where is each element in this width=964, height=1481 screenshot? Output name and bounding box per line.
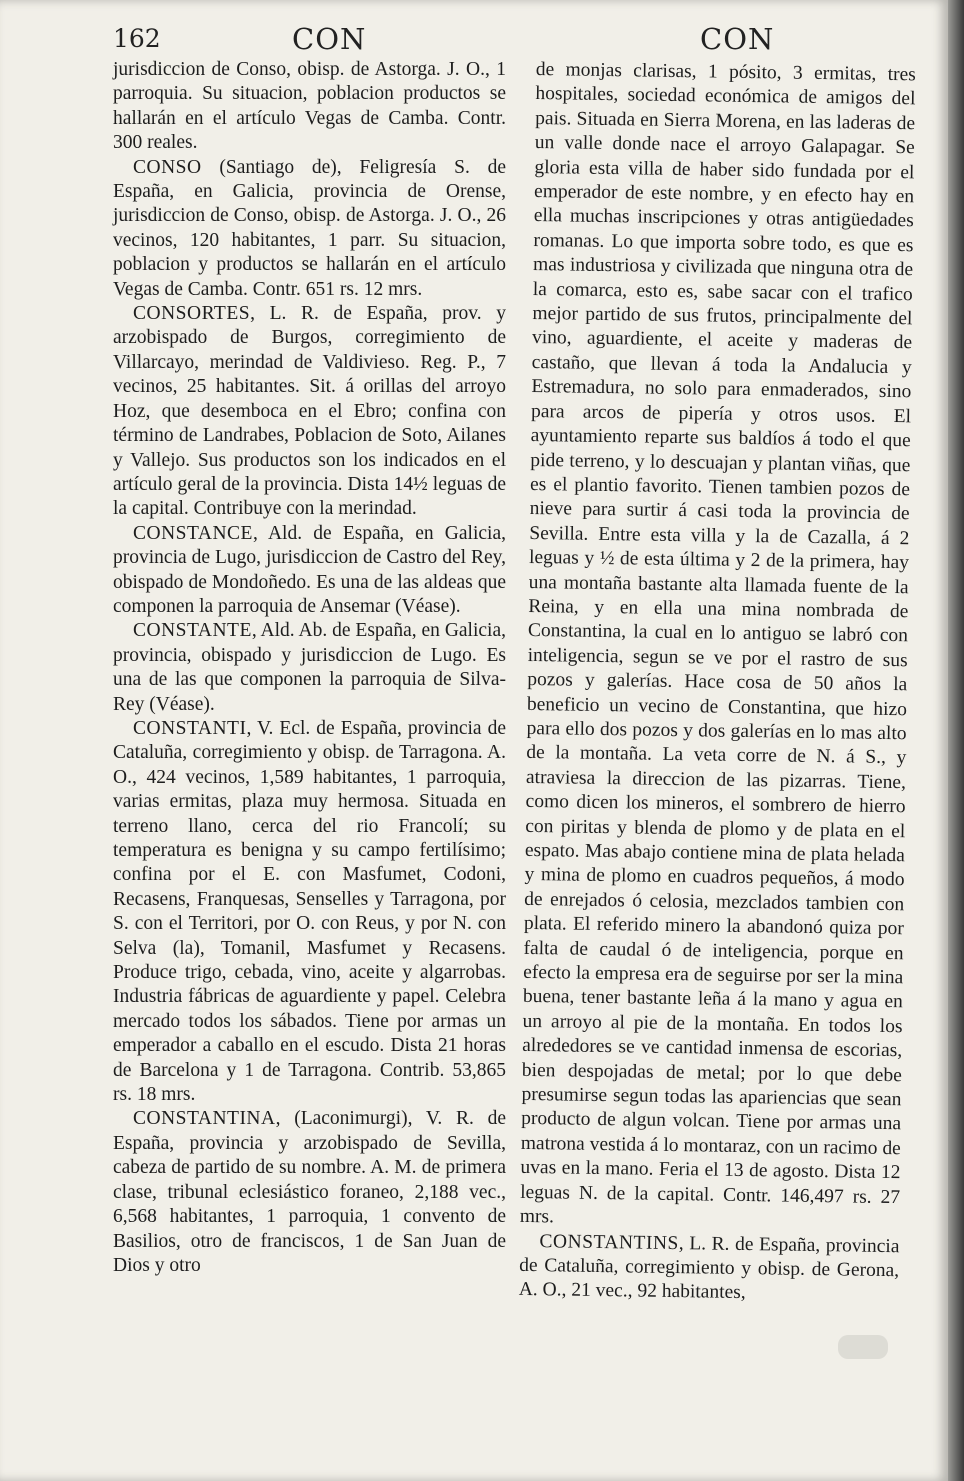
page-number: 162 xyxy=(113,24,161,53)
entry-continuation xyxy=(520,58,916,1235)
dictionary-entry xyxy=(113,717,506,1108)
dictionary-entry xyxy=(113,302,506,522)
entry-text: , (Laconimurgi), V. R. de España, provincia y arzobispado de Sevilla, cabeza de partido de su nombre. A. M. de primera clase, tribunal eclesiástico foraneo, 2,188 vec., 6,568 habitantes, 1 parroquia, 1 convento de Basilios, otro de franciscos, 1 de San Juan de Dios y otro xyxy=(113,1108,506,1276)
entry-text: , Ald. Ab. de España, en Galicia, provincia, obispado y jurisdiccion de Lugo. Es una de las que componen la parroquia de Silva-Rey (Véase). xyxy=(113,620,506,715)
entry-text: de monjas clarisas, 1 pósito, 3 ermitas, tres hospitales, sociedad económica de amigos del pais. Situada en Sierra Morena, en las laderas de un valle donde nace el arroyo Galapagar. Se gloria esta villa de haber sido fundada por el emperador de este nombre, y en efecto hay en ella muchas inscripciones y otras antigüedades romanas. Lo que importa sobre todo, es que es mas industriosa y civilizada que ninguna otra de la comarca, esto es, sabe sacar con el trafico mejor partido de sus frutos, principalmente del vino, aguardiente, el aceite y maderas de castaño, que llevan á toda la Andalucia y Estremadura, no solo para enmaderados, sino para arcos de pipería y otros usos. El ayuntamiento reparte sus baldíos á todo el que pide terreno, y lo descuajan y plantan viñas, que es el plantio favorito. Tienen tambien pozos de nieve para surtir á casi toda la provincia de Sevilla. Entre esta villa y la de Cazalla, á 2 leguas y ½ de esta última y 2 de la primera, hay una montaña bastante alta llamada fuente de la Reina, y en ella una mina nombrada de Constantina, la cual en lo antiguo se labró con inteligencia, segun se ve por el rastro de sus pozos y galerías. Hace cosa de 50 años la beneficio un vecino de Constantina, que hizo para ello dos pozos y dos galerías en lo mas alto de la montaña. La veta corre de N. á S., y atraviesa la direccion de las pizarras. Tiene, como dicen los mineros, el sombrero de hierro con piritas y blenda de plomo y de plata en el espato. Mas abajo contiene mina de plata helada y mina de plomo en cuadros pequeños, á modo de enrejados ó celosia, mezclados tambien con plata. El referido minero la abandonó quiza por falta de caudal ó de inteligencia, porque en efecto la empresa era de seguirse por ser la mina buena, tener bastante leña á la mano y agua en un arroyo al pie de la montaña. En todos los alrededores se ve cantidad inmensa de escorias, bien despojadas de metal; por lo que debe presumirse segun todas las apariencias que sean producto de algun volcan. Tiene por armas una matrona vestida á lo montaraz, con un racimo de uvas en la mano. Feria el 13 de agosto. Dista 12 leguas N. de la capital. Contr. 146,497 rs. 27 mrs. xyxy=(519,58,916,1228)
entry-continuation xyxy=(113,58,506,156)
entry-text: (Santiago de), Feligresía S. de España, en Galicia, provincia de Orense, jurisdiccion de Conso, obisp. de Astorga. J. O., 26 vecinos, 120 habitantes, 1 parr. Su situacion, poblacion y productos se hallarán en el artículo Vegas de Camba. Contr. 651 rs. 12 mrs. xyxy=(113,156,506,300)
page-header xyxy=(0,22,948,58)
page-edge-shadow xyxy=(948,0,964,1481)
entry-text: , L. R. de España, provincia de Cataluña, corregimiento y obisp. de Gerona, A. O., 21 vec., 92 habitantes, xyxy=(518,1232,900,1304)
dictionary-entry xyxy=(113,1107,506,1278)
entry-text: , Ald. de España, en Galicia, provincia de Lugo, jurisdiccion de Castro del Rey, obispado de Mondoñedo. Es una de las aldeas que componen la parroquia de Ansemar (Véase). xyxy=(113,522,506,617)
entry-text: jurisdiccion de Conso, obisp. de Astorga. J. O., 1 parroquia. Su situacion, poblacion productos se hallarán en el artículo Vegas de Camba. Contr. 300 reales. xyxy=(113,59,506,154)
running-head-left: CON xyxy=(292,22,367,56)
entry-text: , V. Ecl. de España, provincia de Cataluña, corregimiento y obisp. de Tarragona. A. O., 424 vecinos, 1,589 habitantes, 1 parroquia, varias ermitas, plaza muy hermosa. Situada en terreno llano, cerca del rio Francolí; su temperatura es benigna y su campo fertilísimo; confina por el E. con Masfumet, Codoni, Recasens, Franquesas, Senselles y Tarragona, por S. con el Territori, por O. con Reus, y por N. con Selva (la), Tomanil, Masfumet y Recasens. Produce trigo, cebada, vino, aceite y algarrobas. Industria fábricas de aguardiente y papel. Celebra mercado todos los sábados. Tiene por armas un emperador a caballo en el escudo. Dista 21 horas de Barcelona y 1 de Tarragona. Contrib. 53,865 rs. 18 mrs. xyxy=(113,717,506,1106)
paper-stain xyxy=(838,1335,888,1359)
entry-text: , L. R. de España, prov. y arzobispado de Burgos, corregimiento de Villarcayo, merindad de Valdivieso. Reg. P., 7 vecinos, 25 habitantes. Sit. á orillas del arroyo Hoz, que desemboca en el Ebro; confina con término de Landrabes, Poblacion de Soto, Ailanes y Vallejo. Sus productos son los indicados en el artículo geral de la provincia. Dista 14½ leguas de la capital. Contribuye con la merindad. xyxy=(113,303,506,520)
left-column xyxy=(113,58,506,1278)
dictionary-entry xyxy=(113,619,506,717)
dictionary-entry xyxy=(113,156,506,302)
entry-headword: CONSTANTINA xyxy=(133,1108,276,1130)
entry-headword: CONSTANTE xyxy=(133,620,252,642)
right-column xyxy=(519,58,916,1308)
dictionary-entry xyxy=(113,522,506,620)
entry-headword: CONSTANCE xyxy=(133,522,253,544)
running-head-right: CON xyxy=(700,22,775,56)
entry-headword: CONSORTES xyxy=(133,303,251,325)
entry-headword: CONSTANTI xyxy=(133,717,247,739)
dictionary-entry xyxy=(519,1229,900,1308)
entry-headword: CONSTANTINS xyxy=(539,1230,679,1254)
entry-headword: CONSO xyxy=(133,156,202,178)
